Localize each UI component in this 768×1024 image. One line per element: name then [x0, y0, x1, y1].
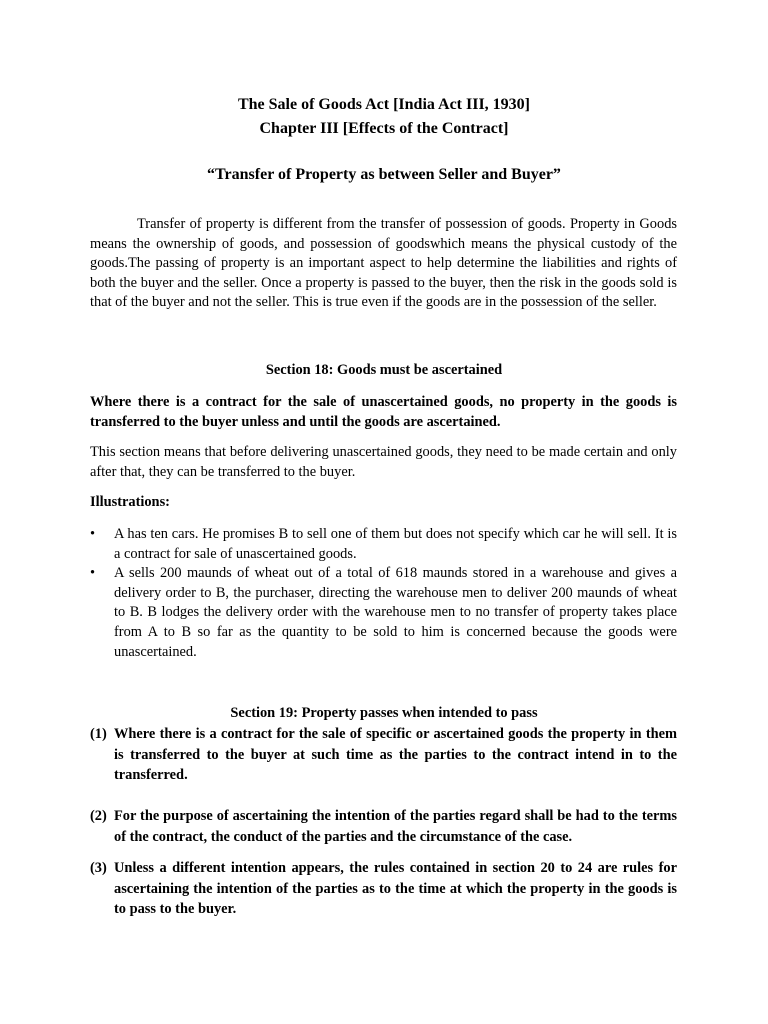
illustration-text: A sells 200 maunds of wheat out of a total of 618 maunds stored in a warehouse and gives a delivery order to B, the purchaser, directing the warehouse men to deliver 200 maunds of wheat to B. B lodges the delivery order with the warehouse men to no transfer of property takes place from A to B so far as the quantity to be sold to him is concerned because the goods were unascertained.: [114, 565, 677, 660]
intro-paragraph: Transfer of property is different from the transfer of possession of goods. Property in Goods means the ownership of goods, and possession of goodswhich means the physical custody of the goods.The passing of property is an important aspect to help determine the liabilities and rights of both the buyer and the seller. Once a property is passed to the buyer, then the risk in the goods sold is that of the buyer and not the seller. This is true even if the goods are in the possession of the seller.: [90, 216, 677, 311]
illustrations-list: [90, 525, 677, 662]
section-19-heading: Section 19: Property passes when intended to pass: [230, 705, 538, 721]
illustration-text: A has ten cars. He promises B to sell one of them but does not specify which car he will sell. It is a contract for sale of unascertained goods.: [114, 526, 677, 562]
list-item: [90, 564, 677, 662]
clause-number: (3): [90, 860, 107, 876]
section-18-rule: Where there is a contract for the sale of unascertained goods, no property in the goods is transferred to the buyer unless and until the goods are ascertained.: [90, 394, 677, 430]
list-item: [90, 525, 677, 564]
clause-item: [90, 858, 677, 920]
clause-number: (1): [90, 726, 107, 742]
clause-text: Unless a different intention appears, the rules contained in section 20 to 24 are rules for ascertaining the intention of the parties as to the time at which the property in the goods is to pass to the buyer.: [114, 860, 677, 918]
clause-item: [90, 724, 677, 786]
section-18-explanation: This section means that before delivering unascertained goods, they need to be made certain and only after that, they can be transferred to the buyer.: [90, 444, 677, 480]
bullet-icon: •: [90, 526, 96, 542]
section-18-heading: Section 18: Goods must be ascertained: [265, 362, 503, 378]
bullet-icon: •: [90, 565, 96, 582]
clause-text: Where there is a contract for the sale of specific or ascertained goods the property in them is transferred to the buyer at such time as the parties to the contract intend in to the transferred.: [114, 726, 677, 784]
clause-text: For the purpose of ascertaining the intention of the parties regard shall be had to the terms of the contract, the conduct of the parties and the circumstance of the case.: [114, 808, 677, 845]
document-subtitle: “Transfer of Property as between Seller and Buyer”: [207, 166, 561, 183]
chapter-title: Chapter III [Effects of the Contract]: [259, 120, 509, 137]
clause-item: [90, 806, 677, 847]
document-title: The Sale of Goods Act [India Act III, 1930]: [237, 96, 531, 113]
illustrations-label: Illustrations:: [90, 494, 170, 510]
clause-number: (2): [90, 808, 107, 824]
